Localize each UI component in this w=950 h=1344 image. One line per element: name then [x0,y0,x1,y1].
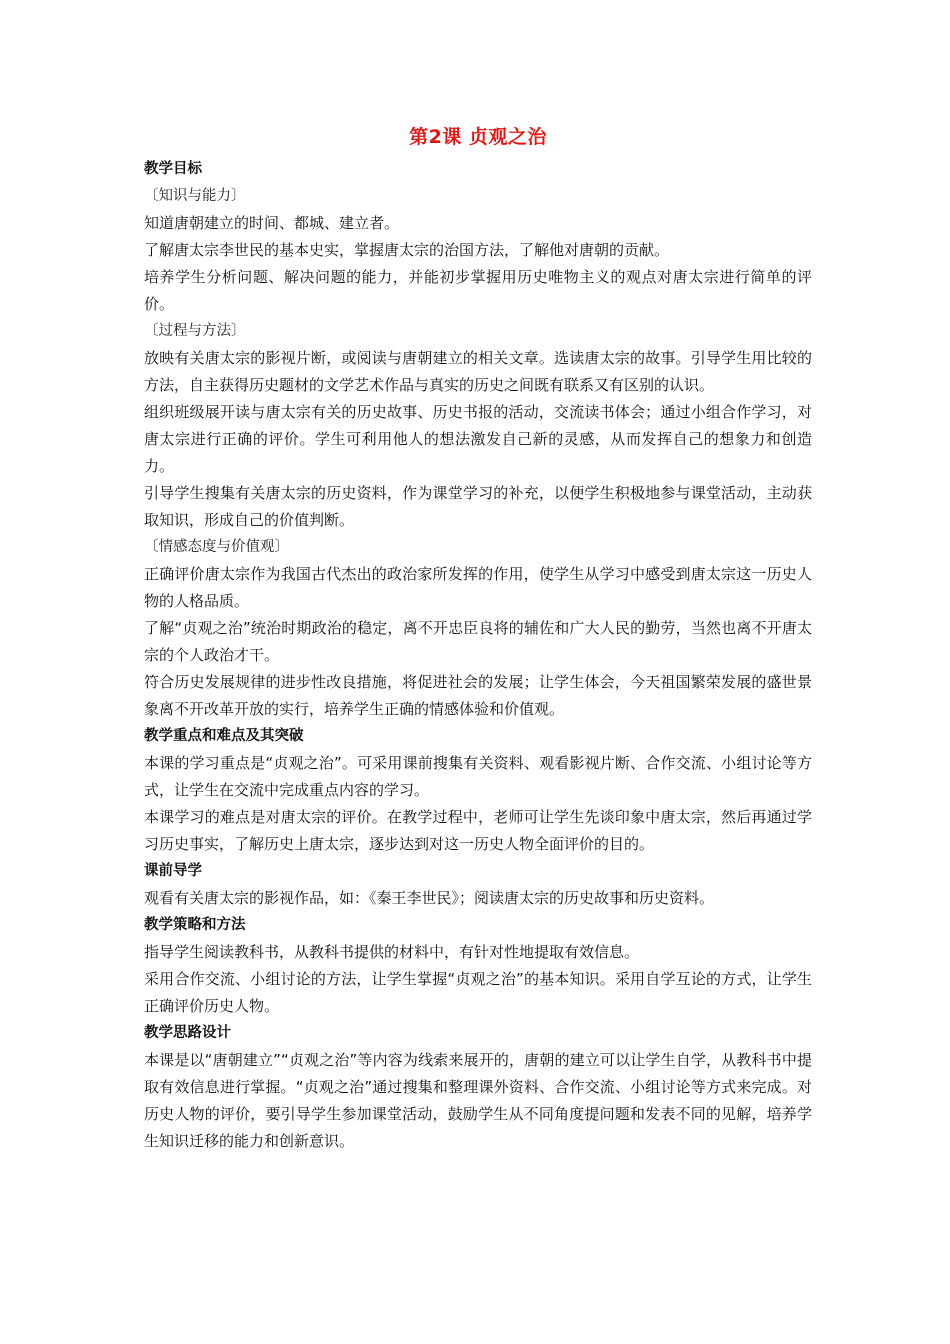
section-heading: 教学重点和难点及其突破 [144,728,304,744]
subheading-values: 〔情感态度与价值观〕 [144,539,289,555]
section-key-points [144,723,812,858]
paragraph: 本课是以“唐朝建立”“贞观之治”等内容为线索来展开的，唐朝的建立可以让学生自学，从教科书中提取有效信息进行掌握。“贞观之治”通过搜集和整理课外资料、合作交流、小组讨论等方式来完成。对历史人物的评价，要引导学生参加课堂活动，鼓励学生从不同角度提问题和发表不同的见解，培养学生知识迁移的能力和创新意识。 [144,1051,812,1150]
paragraph: 本课学习的难点是对唐太宗的评价。在教学过程中，老师可让学生先谈印象中唐太宗，然后再通过学习历史事实，了解历史上唐太宗，逐步达到对这一历史人物全面评价的目的。 [144,808,812,853]
paragraph: 了解唐太宗李世民的基本史实，掌握唐太宗的治国方法，了解他对唐朝的贡献。 [144,241,670,259]
paragraph: 培养学生分析问题、解决问题的能力，并能初步掌握用历史唯物主义的观点对唐太宗进行简单的评价。 [144,268,812,313]
paragraph: 符合历史发展规律的进步性改良措施，将促进社会的发展；让学生体会，今天祖国繁荣发展的盛世景象离不开改革开放的实行，培养学生正确的情感体验和价值观。 [144,673,812,718]
subheading-knowledge: 〔知识与能力〕 [144,188,246,204]
page-title: 第2课 贞观之治 [409,126,547,148]
paragraph: 正确评价唐太宗作为我国古代杰出的政治家所发挥的作用，使学生从学习中感受到唐太宗这一历史人物的人格品质。 [144,565,812,610]
paragraph: 引导学生搜集有关唐太宗的历史资料，作为课堂学习的补充，以便学生积极地参与课堂活动，主动获取知识，形成自己的价值判断。 [144,484,812,529]
paragraph: 放映有关唐太宗的影视片断，或阅读与唐朝建立的相关文章。选读唐太宗的故事。引导学生用比较的方法，自主获得历史题材的文学艺术作品与真实的历史之间既有联系又有区别的认识。 [144,349,812,394]
paragraph: 组织班级展开读与唐太宗有关的历史故事、历史书报的活动，交流读书体会；通过小组合作学习，对唐太宗进行正确的评价。学生可利用他人的想法激发自己新的灵感，从而发挥自己的想象力和创造力。 [144,403,812,475]
section-teaching-goals [144,156,812,723]
paragraph: 知道唐朝建立的时间、都城、建立者。 [144,214,400,232]
section-strategies [144,912,812,1020]
section-pre-class-guide [144,858,812,912]
section-heading: 教学思路设计 [144,1025,231,1041]
paragraph: 观看有关唐太宗的影视作品，如：《秦王李世民》；阅读唐太宗的历史故事和历史资料。 [144,889,715,907]
subheading-process: 〔过程与方法〕 [144,323,246,339]
section-heading: 课前导学 [144,863,202,879]
section-heading: 教学目标 [144,161,202,177]
section-design [144,1020,812,1155]
section-heading: 教学策略和方法 [144,917,246,933]
paragraph: 采用合作交流、小组讨论的方法，让学生掌握“贞观之治”的基本知识。采用自学互论的方式，让学生正确评价历史人物。 [144,970,812,1015]
paragraph: 指导学生阅读教科书，从教科书提供的材料中，有针对性地提取有效信息。 [144,943,640,961]
document-page [144,120,812,1155]
paragraph: 本课的学习重点是“贞观之治”。可采用课前搜集有关资料、观看影视片断、合作交流、小组讨论等方式，让学生在交流中完成重点内容的学习。 [144,754,812,799]
paragraph: 了解“贞观之治”统治时期政治的稳定，离不开忠臣良将的辅佐和广大人民的勤劳，当然也离不开唐太宗的个人政治才干。 [144,619,812,664]
